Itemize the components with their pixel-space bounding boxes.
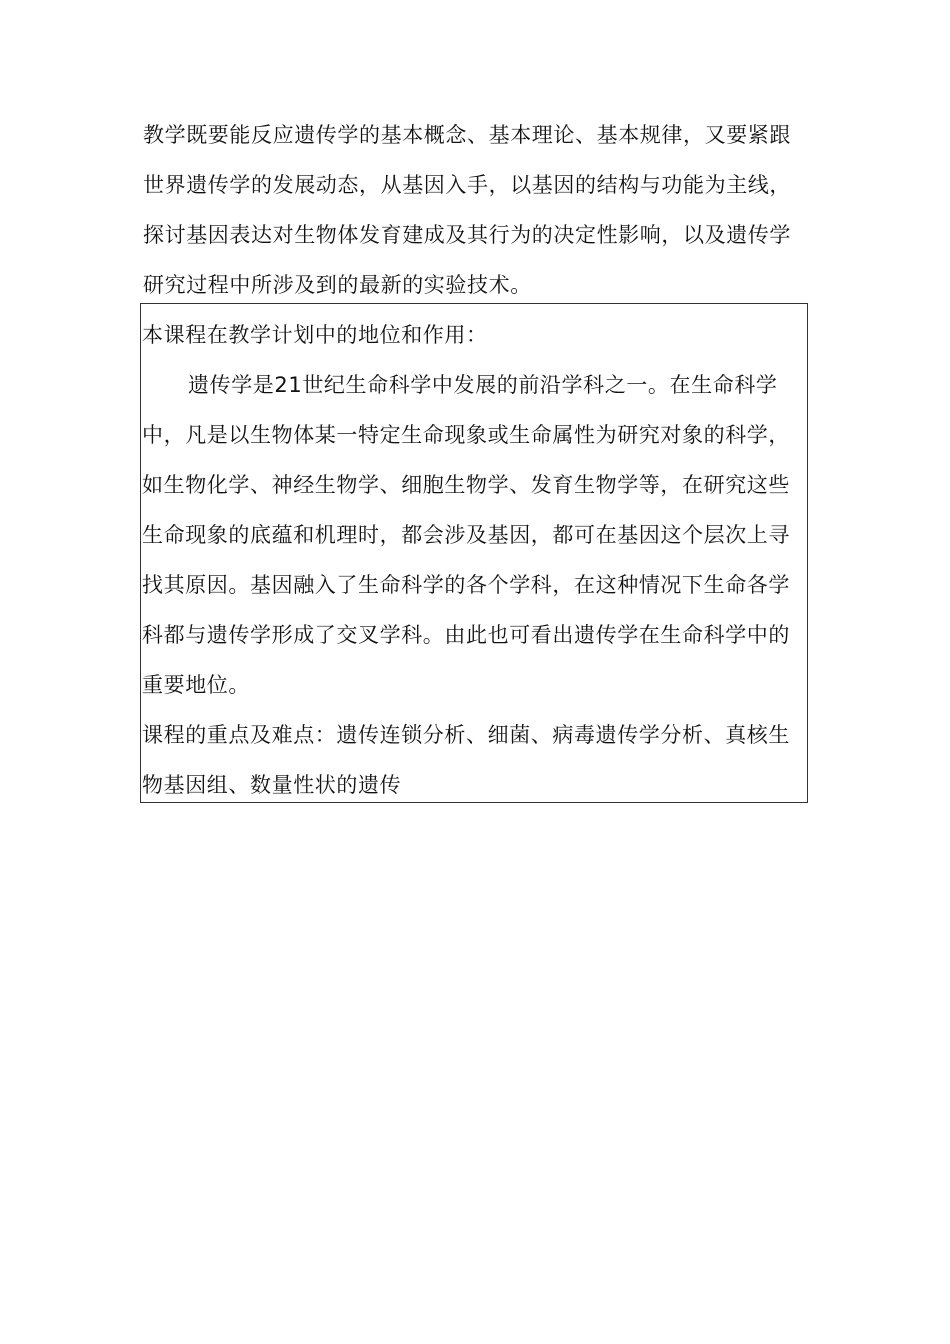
status-heading: 本课程在教学计划中的地位和作用： (142, 323, 488, 347)
course-info-box (140, 303, 808, 803)
intro-paragraph: 教学既要能反应遗传学的基本概念、基本理论、基本规律，又要紧跟世界遗传学的发展动态，从基因入手，以基因的结构与功能为主线，探讨基因表达对生物体发育建成及其行为的决定性影响，以及遗传学研究过程中所涉及到的最新的实验技术。 (143, 123, 791, 297)
status-body: 遗传学是21世纪生命科学中发展的前沿学科之一。在生命科学中，凡是以生物体某一特定生命现象或生命属性为研究对象的科学，如生物化学、神经生物学、细胞生物学、发育生物学等，在研究这些生命现象的底蕴和机理时，都会涉及基因，都可在基因这个层次上寻找其原因。基因融入了生命科学的各个学科，在这种情况下生命各学科都与遗传学形成了交叉学科。由此也可看出遗传学在生命科学中的重要地位。 (142, 373, 790, 697)
key-points: 课程的重点及难点：遗传连锁分析、细菌、病毒遗传学分析、真核生物基因组、数量性状的遗传 (142, 723, 790, 797)
